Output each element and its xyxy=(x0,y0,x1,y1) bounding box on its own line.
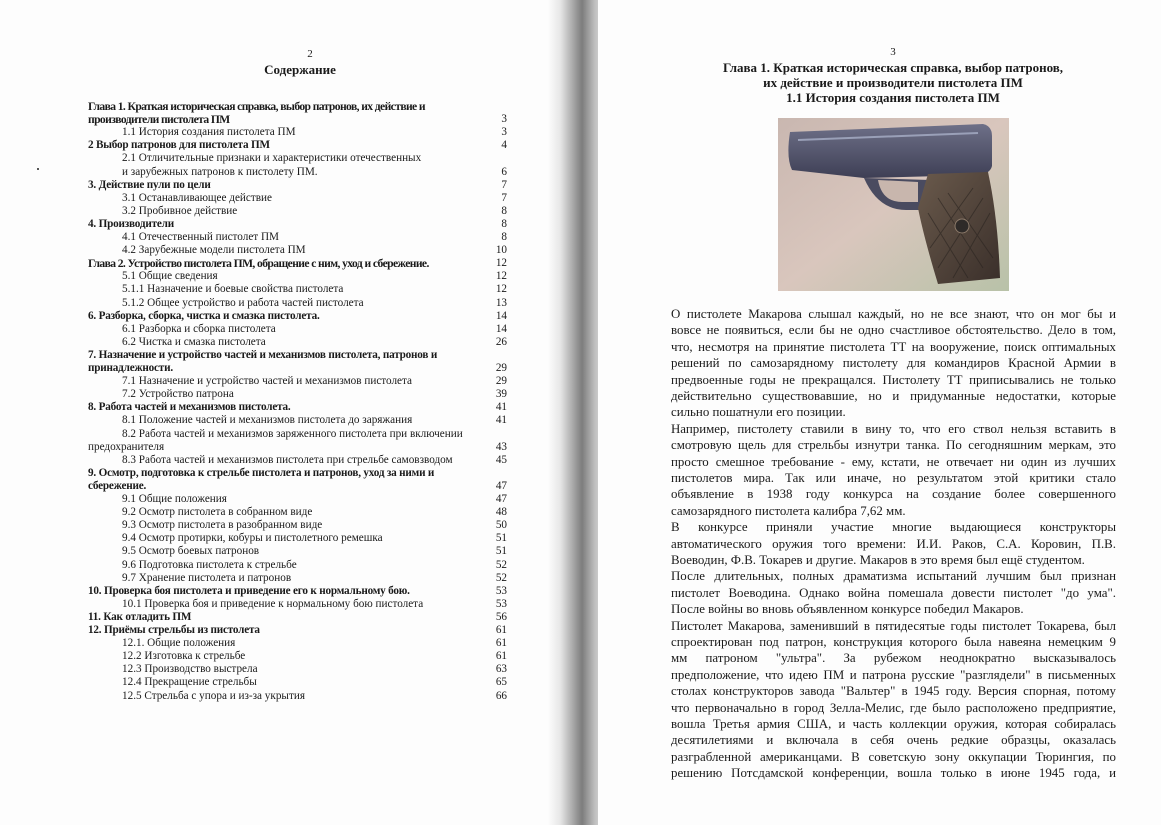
toc-entry: сбережение. xyxy=(88,479,147,492)
toc-page-number: 12 xyxy=(495,257,507,270)
paragraph-line: что первоначально в город Зелла-Мелис, где было расположено предприятие, xyxy=(671,700,1116,715)
toc-page-number: 61 xyxy=(495,624,507,636)
toc-entry: 12.2 Изготовка к стрельбе xyxy=(122,650,246,663)
toc-page-number: 6 xyxy=(501,165,507,178)
toc-entry: 12.5 Стрельба с упора и из-за укрытия xyxy=(122,689,305,702)
paragraph-line: После длительных, полных драматизма испытаний лучшим был признан xyxy=(671,569,1116,584)
left-page xyxy=(0,0,560,825)
paragraph-line: спроектирован под патрон, конструкция которого была навеяна немецким 9 xyxy=(671,635,1116,649)
toc-page-number: 12 xyxy=(495,283,507,296)
paragraph-line: мм патроном "ультра". За рубежом неоднократно высказывалось xyxy=(671,651,1116,666)
toc-page-number: 39 xyxy=(495,388,507,401)
toc-entry: 5.1.1 Назначение и боевые свойства пистолета xyxy=(122,283,344,296)
toc-entry: 9.1 Общие положения xyxy=(122,493,227,505)
paragraph-line: Пистолет Макарова, заменивший в пятидесятые годы пистолет Токарева, был xyxy=(671,618,1116,633)
toc-entry: 12.3 Производство выстрела xyxy=(122,663,258,676)
toc-page-number: 45 xyxy=(495,453,507,466)
toc-entry: 9.2 Осмотр пистолета в собранном виде xyxy=(122,506,313,519)
toc-entry: 12.1. Общие положения xyxy=(122,637,236,650)
toc-entry: 9.5 Осмотр боевых патронов xyxy=(122,545,260,558)
toc-entry: 8.3 Работа частей и механизмов пистолета при стрельбе самовзводом xyxy=(122,453,453,466)
toc-entry: принадлежности. xyxy=(88,362,173,374)
paragraph-line: десятилетиями и включала в себя очень редкие образцы, оказалась xyxy=(671,733,1116,748)
paragraph-line: пистолет Воеводина. Однако война помешала довести пистолет "до ума". xyxy=(671,585,1116,600)
toc-page-number: 41 xyxy=(495,401,507,414)
toc-page-number: 7 xyxy=(501,191,507,204)
toc-entry: 10.1 Проверка боя и приведение к нормальному бою пистолета xyxy=(122,597,424,610)
toc-page-number: 65 xyxy=(495,676,507,689)
toc-entry: 7.2 Устройство патрона xyxy=(122,388,234,401)
toc-entry: 2.1 Отличительные признаки и характеристики отечественных xyxy=(122,152,422,165)
toc-page-number: 29 xyxy=(495,375,507,388)
paragraph-line: смотровую щель для стрельбы изнутри танка. По сегодняшним меркам, это xyxy=(671,438,1116,453)
toc-entry: 11. Как отладить ПМ xyxy=(88,610,192,623)
toc-page-number: 61 xyxy=(495,650,507,663)
toc-entry: 4. Производители xyxy=(88,217,174,230)
toc-page-number: 7 xyxy=(501,178,507,191)
paragraph-line: самозарядного пистолета калибра 7,62 мм. xyxy=(671,503,906,518)
chapter-heading-line-2: их действие и производители пистолета ПМ xyxy=(763,75,1023,90)
paragraph-line: действительно существовавшие, но и придуманные недостатки, которые xyxy=(671,389,1116,403)
toc-page-number: 8 xyxy=(501,217,507,230)
toc-entry: и зарубежных патронов к пистолету ПМ. xyxy=(122,165,318,178)
toc-page-number: 10 xyxy=(495,244,507,257)
toc-page-number: 51 xyxy=(495,545,507,558)
pistol-makarov-icon xyxy=(778,118,1009,291)
paragraph-line: просто смешное требование - ему, кстати, не отвечает ни один из лучших xyxy=(671,454,1116,469)
toc-entry: 1.1 История создания пистолета ПМ xyxy=(122,126,296,139)
toc-page-number: 14 xyxy=(495,309,507,322)
toc-page-number: 14 xyxy=(495,322,507,335)
toc-entry: 8.1 Положение частей и механизмов пистолета до заряжания xyxy=(122,414,413,427)
paragraph-line: вошла Третья армия США, и часть коллекции оружия, которая собиралась xyxy=(671,717,1116,731)
toc-page-number: 52 xyxy=(495,558,507,571)
toc-page-number: 50 xyxy=(495,519,507,532)
toc-page-number: 3 xyxy=(501,113,507,126)
toc-entry: 6. Разборка, сборка, чистка и смазка пистолета. xyxy=(88,309,320,322)
paragraph-line: О пистолете Макарова слышал каждый, но не все знают, что он мог бы и xyxy=(671,307,1116,321)
toc-entry: 5.1.2 Общее устройство и работа частей пистолета xyxy=(122,296,364,309)
toc-entry: 9.7 Хранение пистолета и патронов xyxy=(122,571,292,584)
toc-entry: 3.1 Останавливающее действие xyxy=(122,191,273,204)
toc-entry: 8. Работа частей и механизмов пистолета. xyxy=(88,401,291,414)
paragraph-line: предвоенные годы не прекращался. Пистолету ТТ приписывались не только xyxy=(671,372,1116,387)
paragraph-line: разграбленной американцами. В советскую зону оккупации Тюрингия, по xyxy=(671,749,1116,764)
paragraph-line: автоматического оружия того времени: И.И. Раков, С.А. Коровин, П.В. xyxy=(671,536,1116,551)
section-heading: 1.1 История создания пистолета ПМ xyxy=(786,90,1000,105)
page-number-right: 3 xyxy=(890,46,896,58)
toc-page-number: 43 xyxy=(495,440,507,453)
paragraph-line: После войны во вновь объявленном конкурсе победил Макаров. xyxy=(671,602,1024,617)
toc-entry: 4.2 Зарубежные модели пистолета ПМ xyxy=(122,244,306,257)
paragraph-line: пистолетов мира. Так или иначе, но результатом этой критики стало xyxy=(671,471,1116,485)
toc-entry: предохранителя xyxy=(88,440,165,453)
paragraph-line: что, несмотря на принятие пистолета ТТ на вооружение, поиск оптимальных xyxy=(671,339,1116,354)
toc-entry: 9. Осмотр, подготовка к стрельбе пистолета и патронов, уход за ними и xyxy=(88,466,435,479)
toc-entry: Глава 2. Устройство пистолета ПМ, обращение с ним, уход и сбережение. xyxy=(88,257,429,271)
toc-title: Содержание xyxy=(264,62,336,77)
paragraph-line: Воеводин, Ф.В. Токарев и другие. Макаров в это время был ещё студентом. xyxy=(671,553,1085,567)
toc-page-number: 61 xyxy=(495,637,507,650)
toc-entry: 6.1 Разборка и сборка пистолета xyxy=(122,322,276,335)
toc-entry: 5.1 Общие сведения xyxy=(122,270,218,283)
toc-page-number: 8 xyxy=(501,204,507,217)
paragraph-line: вовсе не появиться, если бы не одно счастливое обстоятельство. Дело в том, xyxy=(671,323,1116,338)
scan-speck xyxy=(37,168,39,170)
toc-page-number: 47 xyxy=(495,479,507,492)
toc-entry: 9.3 Осмотр пистолета в разобранном виде xyxy=(122,519,323,532)
paragraph-line: объявление в 1938 году конкурса на создание более совершенного xyxy=(671,487,1116,502)
toc-page-number: 48 xyxy=(495,506,507,519)
toc-entry: 4.1 Отечественный пистолет ПМ xyxy=(122,231,280,243)
toc-entry: 12.4 Прекращение стрельбы xyxy=(122,676,257,689)
toc-page-number: 53 xyxy=(495,597,507,610)
toc-entry: Глава 1. Краткая историческая справка, выбор патронов, их действие и xyxy=(88,100,425,113)
toc-page-number: 52 xyxy=(495,571,507,584)
toc-page-number: 53 xyxy=(495,584,507,597)
toc-page-number: 41 xyxy=(495,414,507,427)
chapter-heading-line-1: Глава 1. Краткая историческая справка, выбор патронов, xyxy=(722,60,1064,75)
paragraph-line: решению Потсдамской конференции, вошла только в июне 1945 года, и xyxy=(671,766,1116,781)
toc-page-number: 26 xyxy=(495,335,507,348)
toc-page-number: 63 xyxy=(495,663,507,676)
paragraph-line: предположение, что идею ПМ и патрона русские "разглядели" в письменных xyxy=(671,667,1116,682)
paragraph-line: В конкурсе приняли участие многие выдающиеся конструкторы xyxy=(671,520,1116,535)
toc-page-number: 12 xyxy=(495,270,507,283)
toc-page-number: 29 xyxy=(495,362,507,374)
toc-page-number: 56 xyxy=(495,610,507,623)
toc-entry: 3.2 Пробивное действие xyxy=(122,204,238,217)
toc-entry: 9.6 Подготовка пистолета к стрельбе xyxy=(122,558,297,571)
toc-page-number: 47 xyxy=(495,493,507,505)
paragraph-line: Например, пистолету ставили в вину то, что его ствол нельзя вставить в xyxy=(671,421,1116,436)
toc-entry: 12. Приёмы стрельбы из пистолета xyxy=(88,624,260,636)
paragraph-line: решений по самозарядному пистолету для командиров Красной Армии в xyxy=(671,356,1116,371)
toc-entry: 9.4 Осмотр протирки, кобуры и пистолетного ремешка xyxy=(122,532,383,545)
toc-entry: 7. Назначение и устройство частей и механизмов пистолета, патронов и xyxy=(88,348,438,361)
paragraph-line: столах конструкторов завода "Вальтер" в 1945 году. Версия спорная, потому xyxy=(671,684,1116,699)
toc-entry: 8.2 Работа частей и механизмов заряженного пистолета при включении xyxy=(122,427,463,440)
toc-entry: 10. Проверка боя пистолета и приведение его к нормальному бою. xyxy=(88,584,410,597)
toc-page-number: 51 xyxy=(495,532,507,545)
toc-entry: 3. Действие пули по цели xyxy=(88,178,211,191)
paragraph-line: сильно пошатнули его позиции. xyxy=(671,405,846,420)
toc-entry: 2 Выбор патронов для пистолета ПМ xyxy=(88,139,270,152)
toc-page-number: 13 xyxy=(495,296,507,309)
toc-entry: производители пистолета ПМ xyxy=(88,113,230,127)
toc-page-number: 66 xyxy=(495,689,507,702)
toc-page-number: 4 xyxy=(501,139,507,152)
pistol-photo xyxy=(778,118,1009,291)
toc-page-number: 8 xyxy=(501,231,507,243)
toc-entry: 7.1 Назначение и устройство частей и механизмов пистолета xyxy=(122,375,413,388)
toc-page-number: 3 xyxy=(501,126,507,139)
toc-entry: 6.2 Чистка и смазка пистолета xyxy=(122,335,266,348)
page-number-left: 2 xyxy=(307,48,313,60)
